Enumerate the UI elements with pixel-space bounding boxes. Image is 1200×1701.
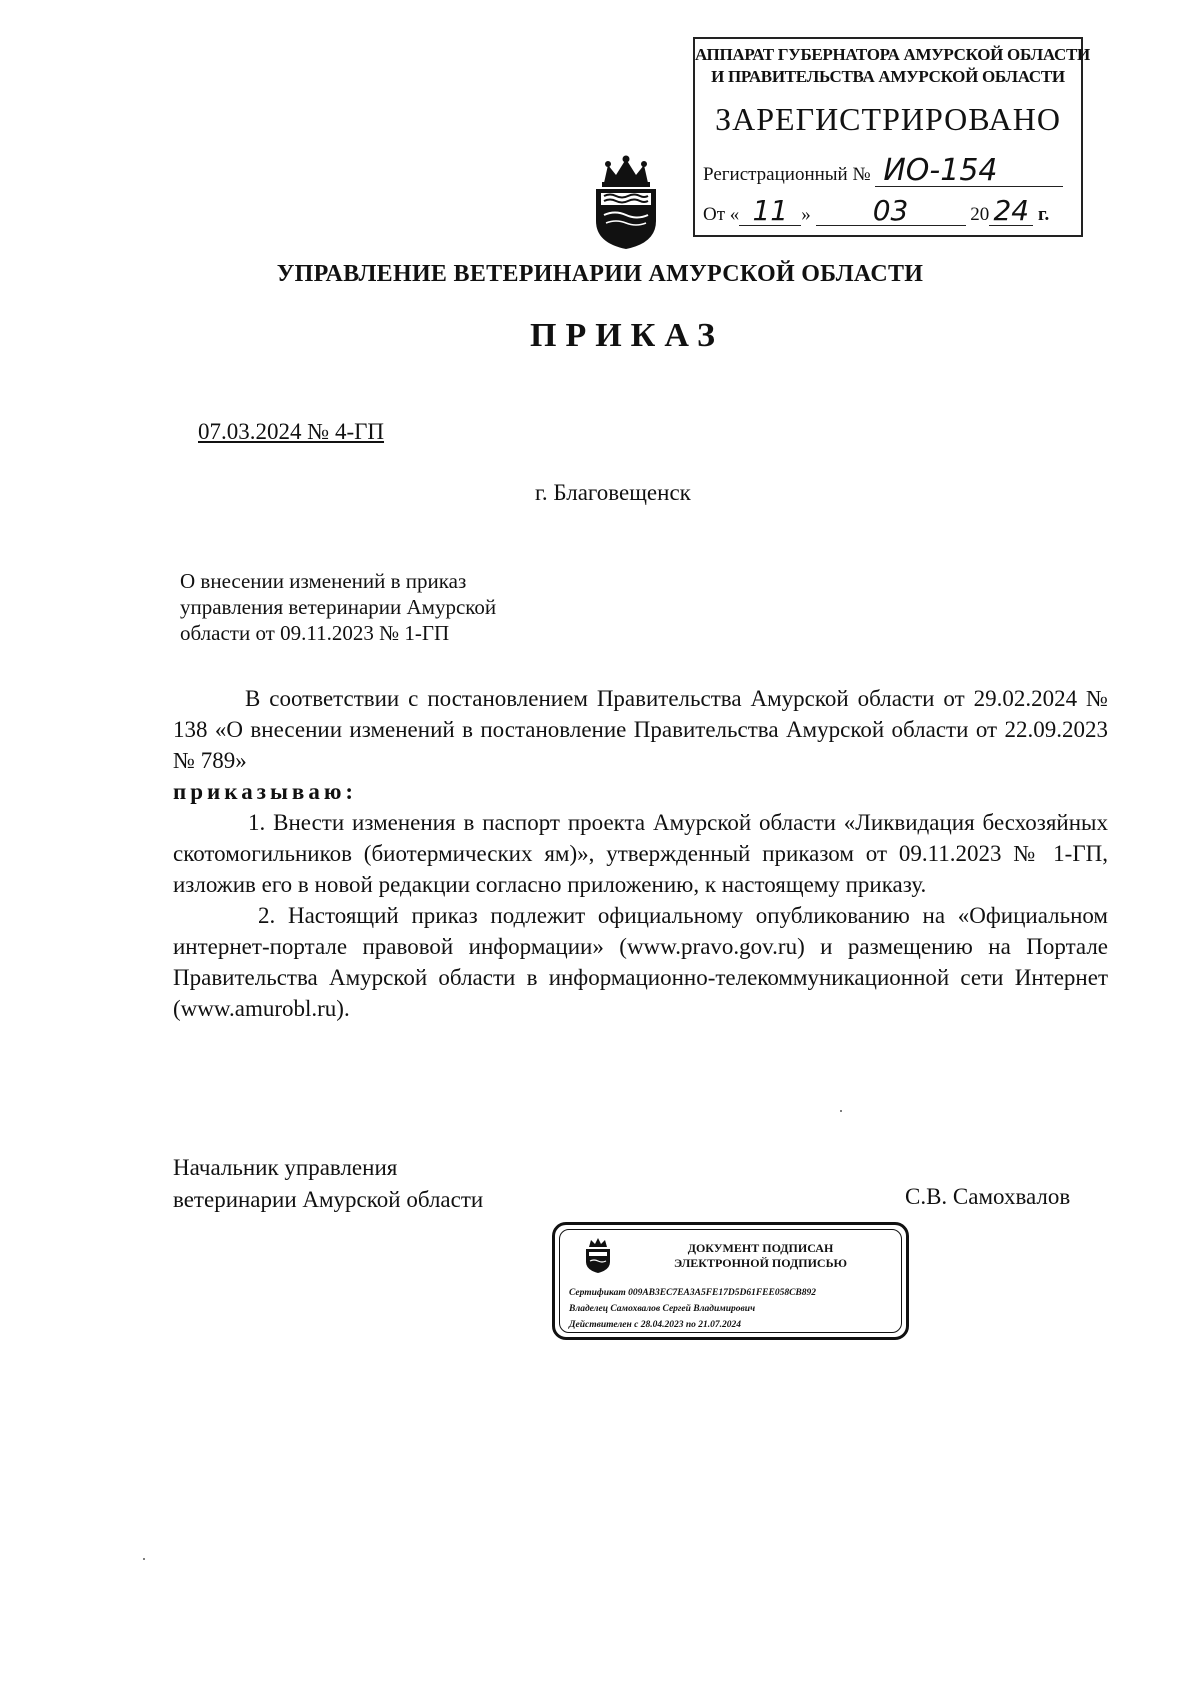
electronic-signature-details (569, 1285, 816, 1333)
subject-line: области от 09.11.2023 № 1-ГП (180, 621, 450, 645)
registration-number-row (703, 153, 1063, 188)
registration-number-label: Регистрационный № (703, 164, 871, 185)
electronic-signature-title-line1: ДОКУМЕНТ ПОДПИСАН (687, 1241, 834, 1255)
signature-position-line2: ветеринарии Амурской области (173, 1187, 484, 1212)
registration-date-prefix: От « (703, 204, 740, 225)
registration-stamp-org-line2: И ПРАВИТЕЛЬСТВА АМУРСКОЙ ОБЛАСТИ (711, 67, 1065, 86)
registration-date-row (703, 194, 1050, 227)
electronic-signature-stamp (552, 1222, 909, 1340)
preamble-paragraph: В соответствии с постановлением Правительства Амурской области от 29.02.2024 № 138 «О внесении изменений в постановление Правительства Амурской области от 22.09.2023 № 789» (173, 686, 1108, 773)
subject-line: управления ветеринарии Амурской (180, 595, 497, 619)
registration-date-year-unit: г. (1038, 204, 1050, 225)
electronic-signature-validity: Действителен с 28.04.2023 по 21.07.2024 (569, 1320, 741, 1330)
order-word: приказываю: (173, 779, 358, 804)
order-item-2: 2. Настоящий приказ подлежит официальному опубликованию на «Официальном интернет-портале правовой информации» (www.pravo.gov.ru) и размещению на Портале Правительства Амурской области в информационно-телекоммуникационной сети Интернет (www.amurobl.ru). (173, 903, 1108, 1021)
coat-of-arms-icon (583, 1237, 613, 1273)
department-title: УПРАВЛЕНИЕ ВЕТЕРИНАРИИ АМУРСКОЙ ОБЛАСТИ (276, 261, 924, 287)
document-subject (180, 568, 496, 646)
registration-date-day: 11 (739, 197, 801, 226)
scan-speck (840, 1110, 842, 1112)
registration-date-year-prefix: 20 (970, 204, 990, 225)
coat-of-arms-icon (590, 155, 662, 250)
registration-stamp (693, 37, 1090, 237)
registration-date-year-suffix: 24 (989, 197, 1033, 226)
document-type-title: ПРИКАЗ (530, 317, 724, 354)
registration-stamp-org-line1: АППАРАТ ГУБЕРНАТОРА АМУРСКОЙ ОБЛАСТИ (695, 45, 1090, 64)
electronic-signature-title (615, 1241, 906, 1271)
scan-speck (143, 1558, 145, 1560)
document-city: г. Благовещенск (535, 480, 691, 505)
electronic-signature-title-line2: ЭЛЕКТРОННОЙ ПОДПИСЬЮ (673, 1256, 848, 1270)
electronic-signature-owner: Владелец Самохвалов Сергей Владимирович (569, 1304, 756, 1314)
registration-stamp-status: ЗАРЕГИСТРИРОВАНО (715, 101, 1061, 137)
registration-number-value: ИО-154 (875, 156, 1063, 187)
document-date-number: 07.03.2024 № 4-ГП (198, 419, 385, 444)
signature-position-line1: Начальник управления (173, 1155, 398, 1180)
signatory-name: С.В. Самохвалов (905, 1184, 1071, 1209)
document-body (173, 683, 1108, 1024)
registration-date-mid: » (801, 204, 811, 225)
signature-position (173, 1152, 483, 1216)
electronic-signature-certificate: Сертификат 009AB3EC7EA3A5FE17D5D61FEE058CB892 (569, 1288, 817, 1298)
order-item-1: 1. Внести изменения в паспорт проекта Амурской области «Ликвидация бесхозяйных скотомогильников (биотермических ям)», утвержденный приказом от 09.11.2023 № 1-ГП, изложив его в новой редакции согласно приложению, к настоящему приказу. (173, 810, 1108, 897)
subject-line: О внесении изменений в приказ (180, 569, 467, 593)
registration-date-month: 03 (816, 197, 966, 226)
